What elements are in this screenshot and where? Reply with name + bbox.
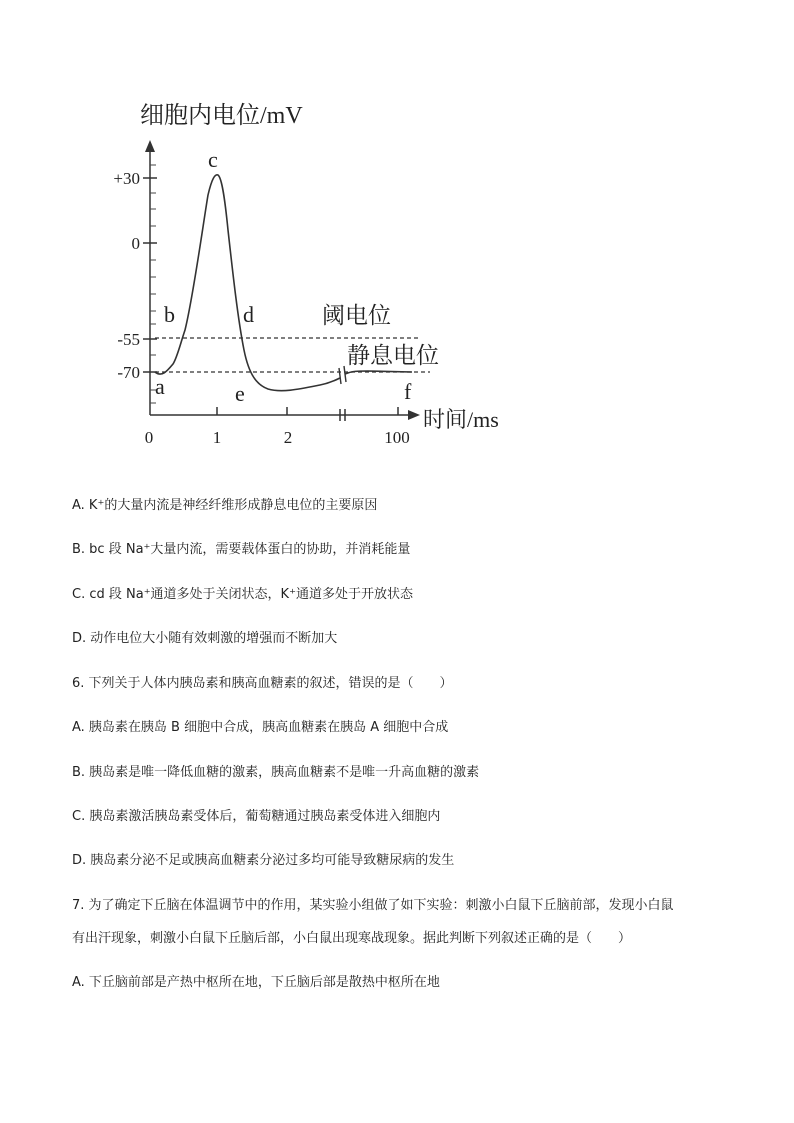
point-label-d: d: [243, 302, 254, 327]
point-label-b: b: [164, 302, 175, 327]
x-tick-100: 100: [384, 428, 410, 447]
q7-stem-line1: 7. 为了确定下丘脑在体温调节中的作用，某实验小组做了如下实验：刺激小白鼠下丘脑前部，发现小白鼠: [72, 898, 674, 913]
y-tick-30: +30: [113, 169, 140, 188]
action-potential-curve: [155, 175, 340, 391]
q5-option-c: C. cd 段 Na⁺通道多处于关闭状态，K⁺通道多处于开放状态: [72, 587, 413, 602]
y-axis-title: 细胞内电位/mV: [140, 103, 303, 129]
threshold-label: 阈电位: [322, 303, 391, 328]
x-axis-arrow: [408, 410, 420, 420]
point-label-e: e: [235, 381, 245, 406]
point-label-c: c: [208, 147, 218, 172]
q6-option-a: A. 胰岛素在胰岛 B 细胞中合成，胰高血糖素在胰岛 A 细胞中合成: [72, 720, 449, 735]
q6-option-b: B. 胰岛素是唯一降低血糖的激素，胰高血糖素不是唯一升高血糖的激素: [72, 765, 480, 780]
x-tick-0: 0: [144, 428, 154, 447]
resting-label: 静息电位: [347, 343, 439, 368]
curve-after-break: [345, 371, 412, 374]
y-tick-55: -55: [117, 330, 140, 349]
y-tick-70: -70: [117, 363, 140, 382]
y-axis-arrow: [145, 140, 155, 152]
x-axis-title: 时间/ms: [423, 407, 499, 432]
y-tick-0: 0: [131, 234, 140, 253]
q5-option-b: B. bc 段 Na⁺大量内流，需要载体蛋白的协助，并消耗能量: [72, 542, 411, 557]
x-ticks: [217, 407, 398, 415]
action-potential-figure: [0, 0, 560, 460]
q6-option-c: C. 胰岛素激活胰岛素受体后，葡萄糖通过胰岛素受体进入细胞内: [72, 809, 441, 824]
q6-stem: 6. 下列关于人体内胰岛素和胰高血糖素的叙述，错误的是（ ）: [72, 676, 453, 691]
x-tick-2: 2: [283, 428, 293, 447]
q5-option-d: D. 动作电位大小随有效刺激的增强而不断加大: [72, 631, 338, 646]
q7-stem-line2: 有出汗现象，刺激小白鼠下丘脑后部，小白鼠出现寒战现象。据此判断下列叙述正确的是（ ）: [72, 931, 632, 946]
y-minor-ticks: [150, 165, 156, 403]
q5-option-a: A. K⁺的大量内流是神经纤维形成静息电位的主要原因: [72, 498, 378, 513]
q6-option-d: D. 胰岛素分泌不足或胰高血糖素分泌过多均可能导致糖尿病的发生: [72, 853, 455, 868]
point-label-a: a: [155, 374, 165, 399]
point-label-f: f: [404, 379, 412, 404]
curve-break-mark: [339, 366, 346, 384]
x-tick-1: 1: [212, 428, 222, 447]
q7-option-a: A. 下丘脑前部是产热中枢所在地，下丘脑后部是散热中枢所在地: [72, 975, 440, 990]
